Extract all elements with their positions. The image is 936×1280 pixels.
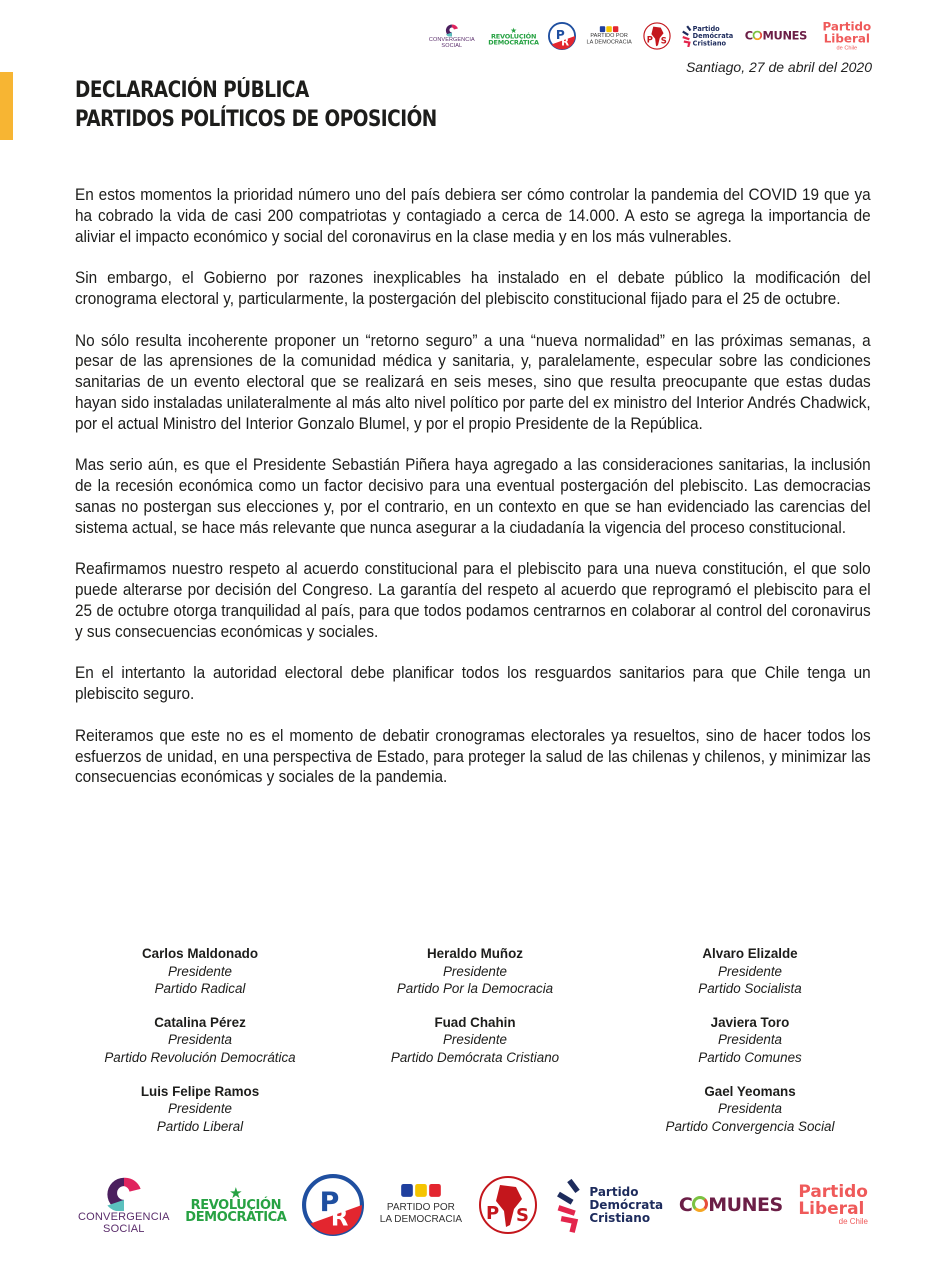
logo-comunes: C MUNES (678, 1194, 783, 1216)
logo-convergencia-social: CONVERGENCIA SOCIAL (429, 24, 475, 49)
logo-ppd: PARTIDO POR LA DEMOCRACIA (380, 1184, 462, 1226)
logo-revolucion-democratica: ★ REVOLUCIÓN DEMOCRÁTICA (185, 1184, 287, 1225)
svg-text:R: R (561, 36, 570, 49)
pdc-icon (553, 1177, 583, 1233)
svg-text:P: P (319, 1187, 340, 1219)
svg-text:R: R (331, 1205, 349, 1232)
logo-partido-radical (548, 22, 576, 50)
signer-role: Presidenta (717, 1101, 783, 1117)
logo-partido-socialista (643, 22, 671, 50)
signer-role: Presidente (167, 963, 233, 979)
logo-partido-socialista (478, 1175, 538, 1235)
signer-party: Partido Comunes (698, 1049, 802, 1065)
paragraph: Sin embargo, el Gobierno por razones inexplicables ha instalado en el debate público la modificación del cronograma electoral y, particularmente, la postergación del plebiscito constitucional fijado para el 25 de octubre. (75, 269, 871, 308)
svg-text:P: P (646, 34, 653, 45)
signer-name: Fuad Chahin (434, 1014, 516, 1030)
convergencia-social-icon (442, 24, 460, 37)
signer-name: Carlos Maldonado (141, 946, 259, 961)
signature (625, 945, 875, 998)
svg-text:S: S (660, 35, 667, 46)
signer-party: Partido Liberal (156, 1118, 244, 1134)
paragraph: Reiteramos que este no es el momento de debatir cronogramas electorales ya resueltos, sino de hacer todos los esfuerzos de unidad, en una perspectiva de Estado, para proteger la salud de las chilenas y chilenos, y minimizar las consecuencias económicas y sociales de la pandemia. (75, 726, 871, 787)
comunes-o-icon (692, 1196, 708, 1212)
partido-socialista-icon (478, 1175, 538, 1235)
convergencia-social-icon (97, 1175, 151, 1211)
logo-partido-liberal: Partido Liberal de Chile (798, 1182, 868, 1226)
signer-name: Gael Yeomans (704, 1083, 796, 1099)
signer-party: Partido Por la Democracia (396, 981, 554, 997)
signer-party: Partido Convergencia Social (665, 1118, 835, 1134)
logo-pdc: Partido Demócrata Cristiano (680, 25, 733, 47)
signature (625, 1014, 875, 1067)
star-icon: ★ (510, 25, 518, 35)
signer-party: Partido Demócrata Cristiano (390, 1049, 560, 1065)
top-party-logos (424, 18, 876, 54)
logo-ppd: PARTIDO POR LA DEMOCRACIA (587, 26, 632, 46)
signature (75, 945, 325, 998)
logo-comunes: C MUNES (745, 29, 808, 43)
signer-role: Presidente (167, 1101, 233, 1117)
page-title (75, 76, 437, 134)
signer-role: Presidente (442, 963, 508, 979)
logo-revolucion-democratica: ★ REVOLUCIÓN DEMOCRÁTICA (488, 25, 540, 46)
svg-text:P: P (556, 27, 566, 42)
paragraph: En estos momentos la prioridad número uno del país debiera ser cómo controlar la pandemia del COVID 19 que ya ha cobrado la vida de casi 200 compatriotas y contagiado a cerca de 14.000. A esto se agrega la importancia de aliviar el impacto económico y social del coronavirus en la clase media y en los más vulnerables. (75, 186, 871, 246)
declaration-body (75, 185, 871, 809)
logo-partido-radical (302, 1174, 364, 1236)
signer-role: Presidenta (717, 1032, 783, 1048)
logo-partido-liberal: Partido Liberal de Chile (822, 19, 872, 51)
partido-socialista-icon (643, 22, 671, 50)
logo-convergencia-social: CONVERGENCIA SOCIAL (78, 1175, 170, 1235)
signature (75, 1083, 325, 1136)
star-icon: ★ (229, 1184, 243, 1202)
signer-party: Partido Revolución Democrática (104, 1049, 296, 1065)
paragraph: No sólo resulta incoherente proponer un “retorno seguro” a una “nueva normalidad” en las próximas semanas, a pesar de las aprensiones de la comunidad médica y sanitaria, y, paralelamente, especular sobre las condiciones sanitarias de un evento electoral que se realizará en seis meses, sino que resulta preocupante que estas dudas hayan sido instaladas unilateralmente al más alto nivel político por parte del ex ministro del Interior Andrés Chadwick, por el actual Ministro del Interior Gonzalo Blumel, y por el propio Presidente de la República. (75, 331, 871, 433)
signer-role: Presidenta (167, 1032, 233, 1048)
ppd-flag-icon (401, 1184, 441, 1198)
signer-name: Luis Felipe Ramos (140, 1083, 260, 1099)
signer-party: Partido Radical (154, 981, 246, 997)
signatures-block (75, 945, 875, 1135)
pdc-icon (680, 25, 692, 47)
signature (75, 1014, 325, 1067)
accent-bar (0, 72, 13, 140)
title-line-1: DECLARACIÓN PÚBLICA (75, 78, 309, 103)
svg-text:P: P (485, 1203, 499, 1224)
signer-name: Heraldo Muñoz (427, 946, 523, 961)
logo-pdc: Partido Demócrata Cristiano (553, 1177, 663, 1233)
signer-role: Presidente (442, 1032, 508, 1048)
title-line-2: PARTIDOS POLÍTICOS DE OPOSICIÓN (75, 107, 437, 132)
signer-name: Javiera Toro (710, 1014, 790, 1030)
svg-text:S: S (515, 1205, 529, 1226)
signature (625, 1083, 875, 1136)
paragraph: Mas serio aún, es que el Presidente Sebastián Piñera haya agregado a las consideraciones sanitarias, la inclusión de la recesión económica como un factor decisivo para una eventual postergación del plebiscito. Las democracias sanas no postergan sus elecciones y, por el contrario, en un contexto en que se han evidenciado las carencias del sistema actual, se hace más relevante que nunca asegurar a la ciudadanía la vigencia del proceso constitucional. (75, 456, 871, 537)
bottom-party-logos (78, 1170, 868, 1240)
signature (325, 945, 625, 998)
paragraph: En el intertanto la autoridad electoral debe planificar todos los resguardos sanitarios para que Chile tenga un plebiscito seguro. (75, 664, 871, 704)
signer-role: Presidente (717, 963, 783, 979)
partido-radical-icon (548, 22, 576, 50)
paragraph: Reafirmamos nuestro respeto al acuerdo constitucional para el plebiscito para una nueva constitución, el que solo puede alterarse por decisión del Congreso. La garantía del respeto al acuerdo que reprogramó el plebiscito para el 25 de octubre otorga tranquilidad al país, para que todos podamos centrarnos en colaborar al control del coronavirus y sus consecuencias económicas y sociales. (75, 560, 871, 641)
partido-radical-icon (302, 1174, 364, 1236)
document-date: Santiago, 27 de abril del 2020 (685, 59, 872, 75)
signer-party: Partido Socialista (698, 981, 802, 997)
signature (325, 1014, 625, 1067)
signer-name: Alvaro Elizalde (702, 946, 798, 961)
signer-name: Catalina Pérez (154, 1014, 246, 1030)
